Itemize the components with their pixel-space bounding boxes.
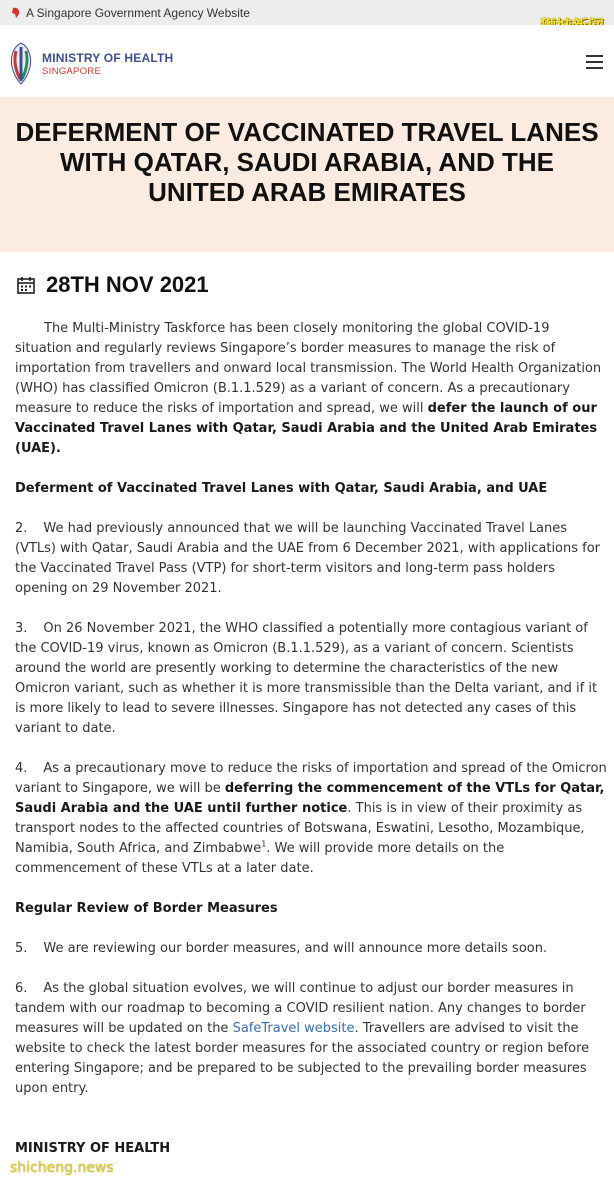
moh-logo-icon[interactable] xyxy=(8,41,34,85)
page-title-banner xyxy=(0,97,614,252)
paragraph-3: 3. On 26 November 2021, the WHO classified a potentially more contagious variant of the COVID-19 virus, known as Omicron (B.1.1.529), as a variant of concern. Scientists around the world are presently working to determine the characteristics of the new Omicron variant, such as whether it is more transmissible than the Delta variant, and if it is more likely to lead to severe illnesses. Singapore has not detected any cases of this variant to date. xyxy=(15,621,598,736)
footnote-marker: 1 xyxy=(261,839,267,849)
menu-bar xyxy=(586,67,603,69)
calendar-icon xyxy=(17,276,35,294)
government-banner-text: A Singapore Government Agency Website xyxy=(26,5,250,20)
signature: MINISTRY OF HEALTH xyxy=(15,1141,171,1156)
bottom-watermark: shicheng.news xyxy=(10,1160,114,1176)
government-banner xyxy=(0,0,614,25)
section-heading-review: Regular Review of Border Measures xyxy=(15,901,278,916)
section-heading-deferment: Deferment of Vaccinated Travel Lanes with Qatar, Saudi Arabia, and UAE xyxy=(15,481,548,496)
paragraph-2: 2. We had previously announced that we will be launching Vaccinated Travel Lanes (VTLs) with Qatar, Saudi Arabia and the UAE from 6 December 2021, with applications for the Vaccinated Travel Pass (VTP) for short-term visitors and long-term pass holders opening on 29 November 2021. xyxy=(15,521,601,596)
publish-date: 28TH NOV 2021 xyxy=(46,272,209,297)
lion-head-icon xyxy=(11,7,21,19)
logo-line-ministry: MINISTRY OF HEALTH xyxy=(42,51,174,65)
article-body xyxy=(15,319,607,1119)
paragraph-5: 5. We are reviewing our border measures, and will announce more details soon. xyxy=(15,941,548,956)
moh-logo-text[interactable] xyxy=(42,51,173,77)
menu-bar xyxy=(586,55,603,57)
menu-bar xyxy=(586,61,603,63)
safetravel-link[interactable]: SafeTravel website xyxy=(232,1021,355,1036)
date-row xyxy=(17,272,209,298)
page-title: DEFERMENT OF VACCINATED TRAVEL LANES WITH QATAR, SAUDI ARABIA, AND THE UNITED ARAB EMIRATES xyxy=(15,117,599,207)
paragraph-4: 4. As a precautionary move to reduce the risks of importation and spread of the Omicron variant to Singapore, we will be deferring the commencement of the VTLs for Qatar, Saudi Arabia and the UAE until further notice. This is in view of their proximity as transport nodes to the affected countries of Botswana, Eswatini, Lesotho, Mozambique, Namibia, South Africa, and Zimbabwe$^1$. We will provide more details on the commencement of these VTLs at a later date. xyxy=(15,761,607,876)
logo-line-singapore: SINGAPORE xyxy=(42,66,102,77)
paragraph-6: 6. As the global situation evolves, we will continue to adjust our border measures in tandem with our roadmap to becoming a COVID resilient nation. Any changes to border measures will be updated on the SafeTravel website. Travellers are advised to visit the website to check the latest border measures for the associated country or region before entering Singapore; and be prepared to be subjected to the prevailing border measures upon entry. xyxy=(15,981,590,1096)
hamburger-menu-icon[interactable] xyxy=(586,55,603,69)
site-header xyxy=(0,25,614,97)
paragraph-1: The Multi-Ministry Taskforce has been closely monitoring the global COVID-19 situation and regularly reviews Singapore’s border measures to manage the risk of importation from travellers and onward local transmission. The World Health Organization (WHO) has classified Omicron (B.1.1.529) as a variant of concern. As a precautionary measure to reduce the risks of importation and spread, we will defer the launch of our Vaccinated Travel Lanes with Qatar, Saudi Arabia and the United Arab Emirates (UAE). xyxy=(15,321,602,456)
